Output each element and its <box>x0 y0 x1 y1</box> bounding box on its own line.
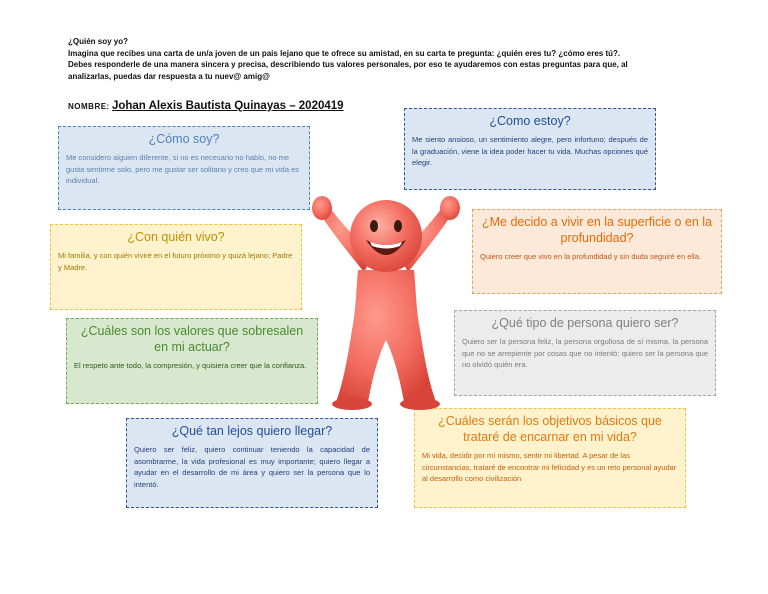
card-body: Quiero ser la persona feliz, la persona orgullosa de sí misma, la persona que no se arrepiente por cosas que no intentó; quiero ser la persona que no olvidó quién era. <box>462 337 708 369</box>
card-body: Me considero alguien diferente, si no es necesario no hablo, no me gusta sentirme solo, pero me gustar ser solitario y creo que mi vida es individual. <box>66 153 300 185</box>
card-title: ¿Como estoy? <box>489 114 571 128</box>
student-name: Johan Alexis Bautista Quinayas – 2020419 <box>111 100 344 112</box>
card-title: ¿Cuáles son los valores que sobresalen en mi actuar? <box>80 324 304 354</box>
card-body: Mi vida, decidir por mí mismo, sentir mi libertad. A pesar de las circunstancias, trataré de encontrar mi felicidad y es un reto personal ayudar al desarrollo como civilización <box>422 451 677 483</box>
intro-line: analizarlas, puedas dar respuesta a tu nuev@ amig@ <box>68 71 270 81</box>
card-como-soy <box>58 126 310 210</box>
card-valores <box>66 318 318 404</box>
card-title: ¿Con quién vivo? <box>127 230 225 244</box>
card-que-tan-lejos <box>126 418 378 508</box>
intro-line: Imagina que recibes una carta de un/a joven de un país lejano que te ofrece su amistad, en su carta te pregunta: ¿quién eres tu? ¿cómo eres tú?. <box>68 48 621 58</box>
card-objetivos <box>414 408 686 508</box>
intro-line: Debes responderle de una manera sincera y precisa, describiendo tus valores personales, por eso te ayudaremos con estas preguntas para que, al <box>68 60 628 69</box>
card-como-estoy <box>404 108 656 190</box>
card-tipo-persona <box>454 310 716 396</box>
intro-heading: ¿Quién soy yo? <box>68 37 129 46</box>
card-con-quien-vivo <box>50 224 302 310</box>
card-body: Quiero creer que vivo en la profundidad y sin duda seguiré en ella. <box>480 252 701 261</box>
happy-figure-icon <box>306 180 466 412</box>
card-title: ¿Qué tan lejos quiero llegar? <box>171 424 333 438</box>
card-body: Quiero ser feliz, quiero continuar teniendo la capacidad de asombrarme, la vida profesional es muy importante; quiero llegar a ayudar en el desarrollo de mi área y quiero ser la persona que lo intentó. <box>134 445 370 489</box>
card-title: ¿Me decido a vivir en la superficie o en la profundidad? <box>482 215 712 245</box>
card-body: Me siento ansioso, un sentimiento alegre, pero infortuno; después de la graduación, viene la idea poder hacer tu vida. Muchas opciones qué elegir. <box>412 135 648 167</box>
card-body: El respeto ante todo, la compresión, y quisiera creer que la confianza. <box>74 361 307 370</box>
card-body: Mi familia, y con quién viviré en el futuro próximo y quizá lejano; Padre y Madre. <box>58 251 293 272</box>
card-title: ¿Qué tipo de persona quiero ser? <box>491 316 679 330</box>
student-name-line <box>68 100 344 112</box>
name-label: NOMBRE: <box>68 102 110 111</box>
card-title: ¿Cómo soy? <box>148 132 220 146</box>
instructions <box>68 36 718 82</box>
card-superficie-profundidad <box>472 209 722 294</box>
card-title: ¿Cuáles serán los objetivos básicos que trataré de encarnar en mi vida? <box>438 414 662 444</box>
